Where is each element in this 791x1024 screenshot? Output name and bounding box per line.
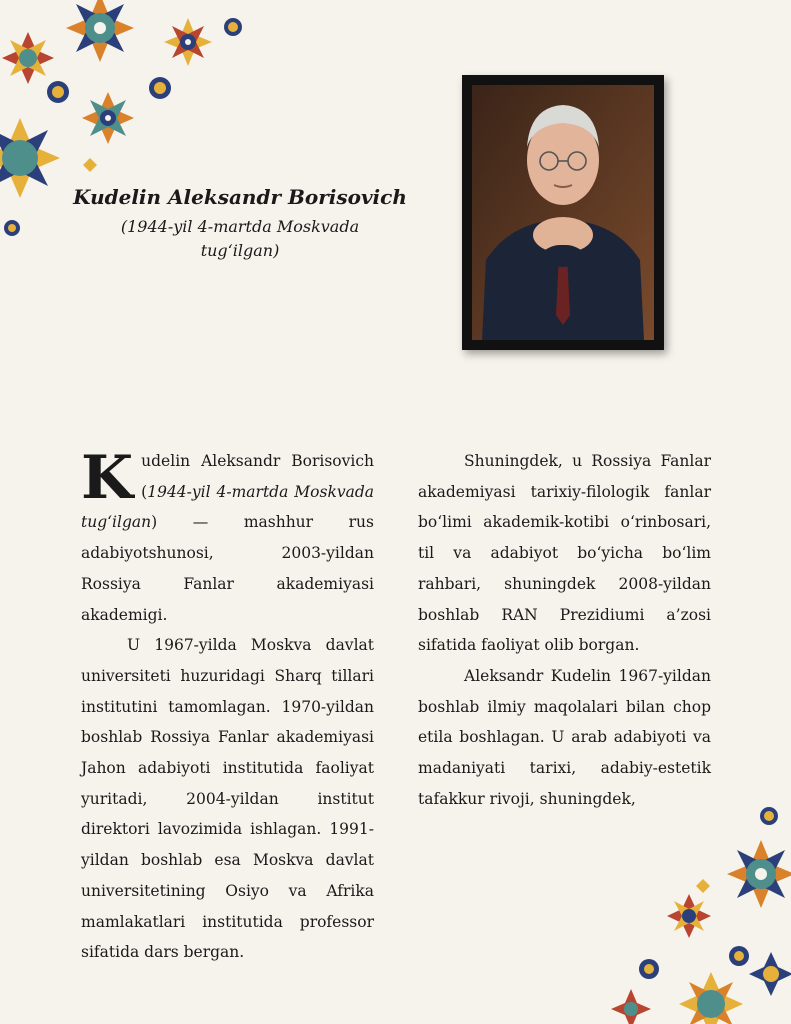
paragraph-2: U 1967-yilda Moskva davlat universiteti huzuridagi Sharq tillari institutini tamomlagan. 1970-yildan boshlab Rossiya Fanlar akademiyasi Jahon adabiyoti institutida faoliyat yuritadi, 2004-yildan institut direktori lavozimida ishlagan. 1991-yildan boshlab esa Moskva davlat universitetining Osiyo va Afrika mamlakatlari institutida professor sifatida dars bergan.	[81, 636, 374, 962]
drop-cap: K	[81, 443, 134, 513]
star-ornament	[66, 0, 134, 62]
person-name: Kudelin Aleksandr Borisovich	[73, 185, 407, 209]
birth-info: (1944-yil 4-martda Moskvada tug‘ilgan)	[120, 217, 360, 260]
islamic-ornament-bottom-right	[591, 804, 791, 1024]
paragraph-3: Shuningdek, u Rossiya Fanlar akademiyasi tarixiy-filologik fanlar bo‘limi akademik-kotibi o‘rinbosari, til va adabiyot bo‘yicha bo‘lim rahbari, shuningdek 2008-yildan boshlab RAN Prezidiumi a’zosi sifatida faoliyat olib borgan.	[418, 452, 711, 655]
paragraph-4: Aleksandr Kudelin 1967-yildan boshlab ilmiy maqolalari bilan chop etila boshlagan. U arab adabiyoti va madaniyati tarixi, adabiy-estetik tafakkur rivoji, shuningdek,	[418, 666, 711, 808]
title-block	[70, 185, 410, 263]
article-column-right	[418, 446, 711, 814]
paragraph-1-end: ) — mashhur rus adabiyotshunosi, 2003-yildan Rossiya Fanlar akademiyasi akademigi.	[81, 513, 374, 624]
paragraph-1	[81, 443, 374, 630]
paragraph-1-start: udelin Aleksandr Borisovich (	[141, 452, 374, 501]
birth-info-inline: 1944-yil 4-martda Moskvada tug‘ilgan	[81, 482, 374, 532]
article-column-left	[81, 443, 374, 968]
portrait-photo	[472, 85, 654, 340]
portrait-frame	[462, 75, 664, 350]
